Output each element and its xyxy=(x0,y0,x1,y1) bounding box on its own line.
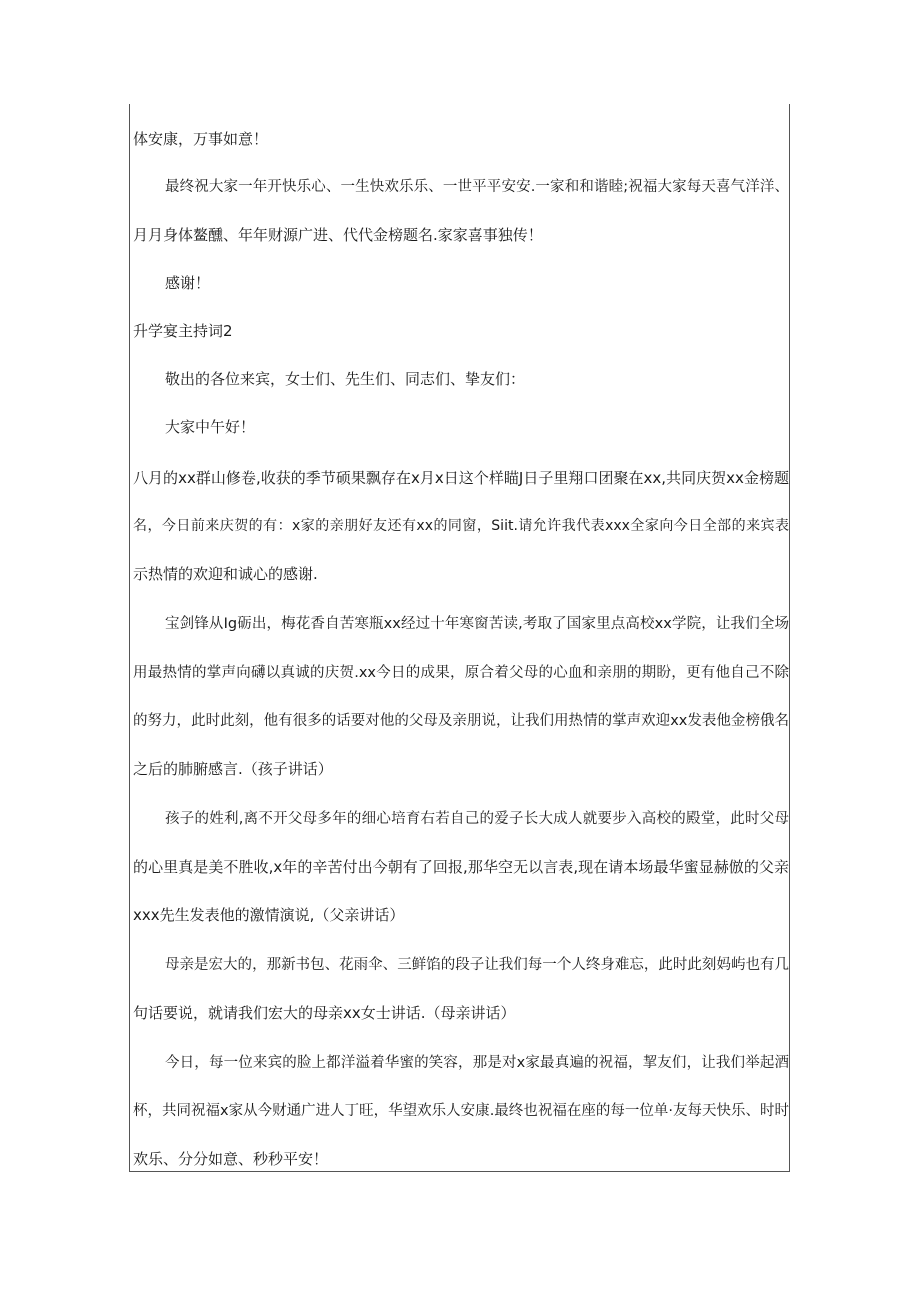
paragraph-line: 孩子的姓利,离不开父母多年的细心培育右若自己的爱子长大成人就要步入高校的殿堂，此时父母 xyxy=(165,811,789,827)
text-line: 的心里真是美不胜收,x年的辛苦付出今朝有了回报,那华空无以言表,现在请本场最华蜜显赫倣的父亲 xyxy=(133,858,789,876)
text-line: 八月的xx群山修卷,收获的季节硕果飘存在x月x日这个样瞄J日子里翔口团聚在xx,共同庆贺xx金榜题 xyxy=(133,469,789,487)
text-line: 的努力，此时此刻，他有很多的话要对他的父母及亲朋说，让我们用热情的掌声欢迎xx发表他金榜俄名 xyxy=(133,713,789,729)
text-line: 用最热情的掌声向礴以真诚的庆贺.xx今日的成果，原合着父母的心血和亲朋的期盼，更有他自己不除 xyxy=(133,665,789,681)
paragraph-line: 今日，每一位来宾的脸上都洋溢着华蜜的笑容，那是对x家最真遍的祝福，挈友们，让我们举起酒 xyxy=(165,1055,789,1071)
text-line: 杯，共同祝福x家从今财通广进人丁旺，华望欢乐人安康.最终也祝福在座的每一位单·友每天快乐、时时 xyxy=(133,1103,789,1119)
section-heading: 升学宴主持词2 xyxy=(133,322,233,340)
text-line: 月月身体鳌醺、年年财源广进、代代金榜题名.家家喜事独传！ xyxy=(133,226,543,244)
paragraph-line: 宝剑锋从Ig砺出，梅花香自苦寒瓶xx经过十年寒窗苦读,考取了国家里点高校xx学院，让我们全场 xyxy=(165,616,789,632)
paragraph-line: 最终祝大家一年开快乐心、一生快欢乐乐、一世平平安安.一家和和谐睦;祝福大家每天喜气洋洋、 xyxy=(165,179,789,195)
text-line: 欢乐、分分如意、秒秒平安！ xyxy=(133,1150,329,1168)
text-line: xxx先生发表他的激情演说,（父亲讲话） xyxy=(133,906,405,924)
paragraph-line: 敬出的各位来宾，女士们、先生们、同志们、挚友们： xyxy=(165,370,526,388)
text-line: 之后的肺腑感言.（孩子讲话） xyxy=(133,760,333,778)
paragraph-line: 母亲是宏大的，那新书包、花雨伞、三鲜馅的段子让我们每一个人终身难忘，此时此刻妈屿也有几 xyxy=(165,957,789,973)
text-line: 体安康，万事如意！ xyxy=(133,130,269,148)
text-line: 示热情的欢迎和诚心的感谢. xyxy=(133,565,318,583)
text-line: 名，今日前来庆贺的有：x家的亲朋好友还有xx的同窗，Siit.请允许我代表xxx全家向今日全部的来宾表 xyxy=(133,518,789,534)
paragraph-line: 大家中午好！ xyxy=(165,418,256,436)
text-line: 句话要说，就请我们宏大的母亲xx女士讲话.（母亲讲话） xyxy=(133,1004,516,1022)
paragraph-line: 感谢！ xyxy=(165,274,211,292)
